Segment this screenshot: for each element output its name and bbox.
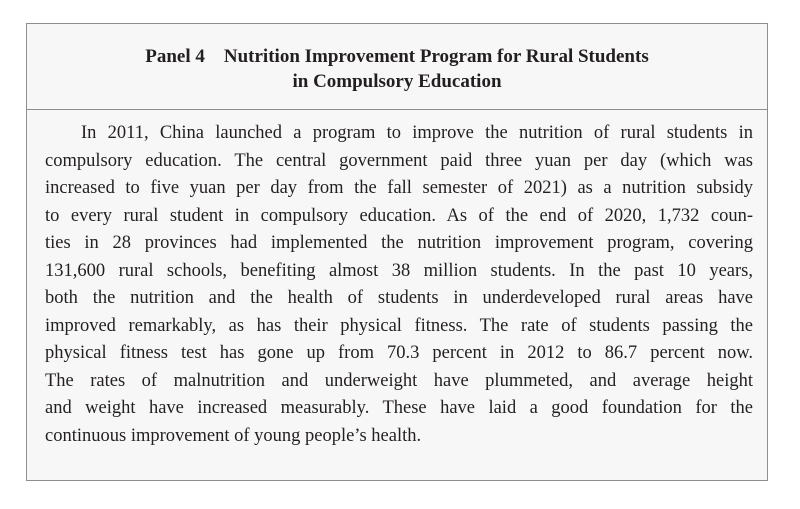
body-line: ties in 28 provinces had implemented the nutrition improvement program, covering xyxy=(45,233,753,253)
body-line: to every rural student in compulsory education. As of the end of 2020, 1,732 coun- xyxy=(45,205,753,226)
body-line: The rates of malnutrition and underweight have plummeted, and average height xyxy=(45,370,753,391)
info-panel xyxy=(26,23,768,481)
body-line: both the nutrition and the health of students in underdeveloped rural areas have xyxy=(45,288,753,308)
panel-title xyxy=(27,44,767,94)
panel-title-line-1: Panel 4 Nutrition Improvement Program for Rural Students xyxy=(145,46,649,67)
body-line: compulsory education. The central government paid three yuan per day (which was xyxy=(45,150,753,171)
panel-header xyxy=(27,24,767,110)
body-line: and weight have increased measurably. These have laid a good foundation for the xyxy=(45,398,753,418)
panel-title-line-2: in Compulsory Education xyxy=(292,71,502,92)
body-line: physical fitness test has gone up from 70.3 percent in 2012 to 86.7 percent now. xyxy=(45,343,753,363)
body-line: continuous improvement of young people’s health. xyxy=(45,425,422,446)
body-line: In 2011, China launched a program to improve the nutrition of rural students in xyxy=(81,123,753,143)
body-line: increased to five yuan per day from the fall semester of 2021) as a nutrition subsidy xyxy=(45,178,753,198)
panel-body-paragraph xyxy=(45,120,753,450)
body-line: improved remarkably, as has their physical fitness. The rate of students passing the xyxy=(45,315,753,336)
body-line: 131,600 rural schools, benefiting almost 38 million students. In the past 10 years, xyxy=(45,260,753,281)
